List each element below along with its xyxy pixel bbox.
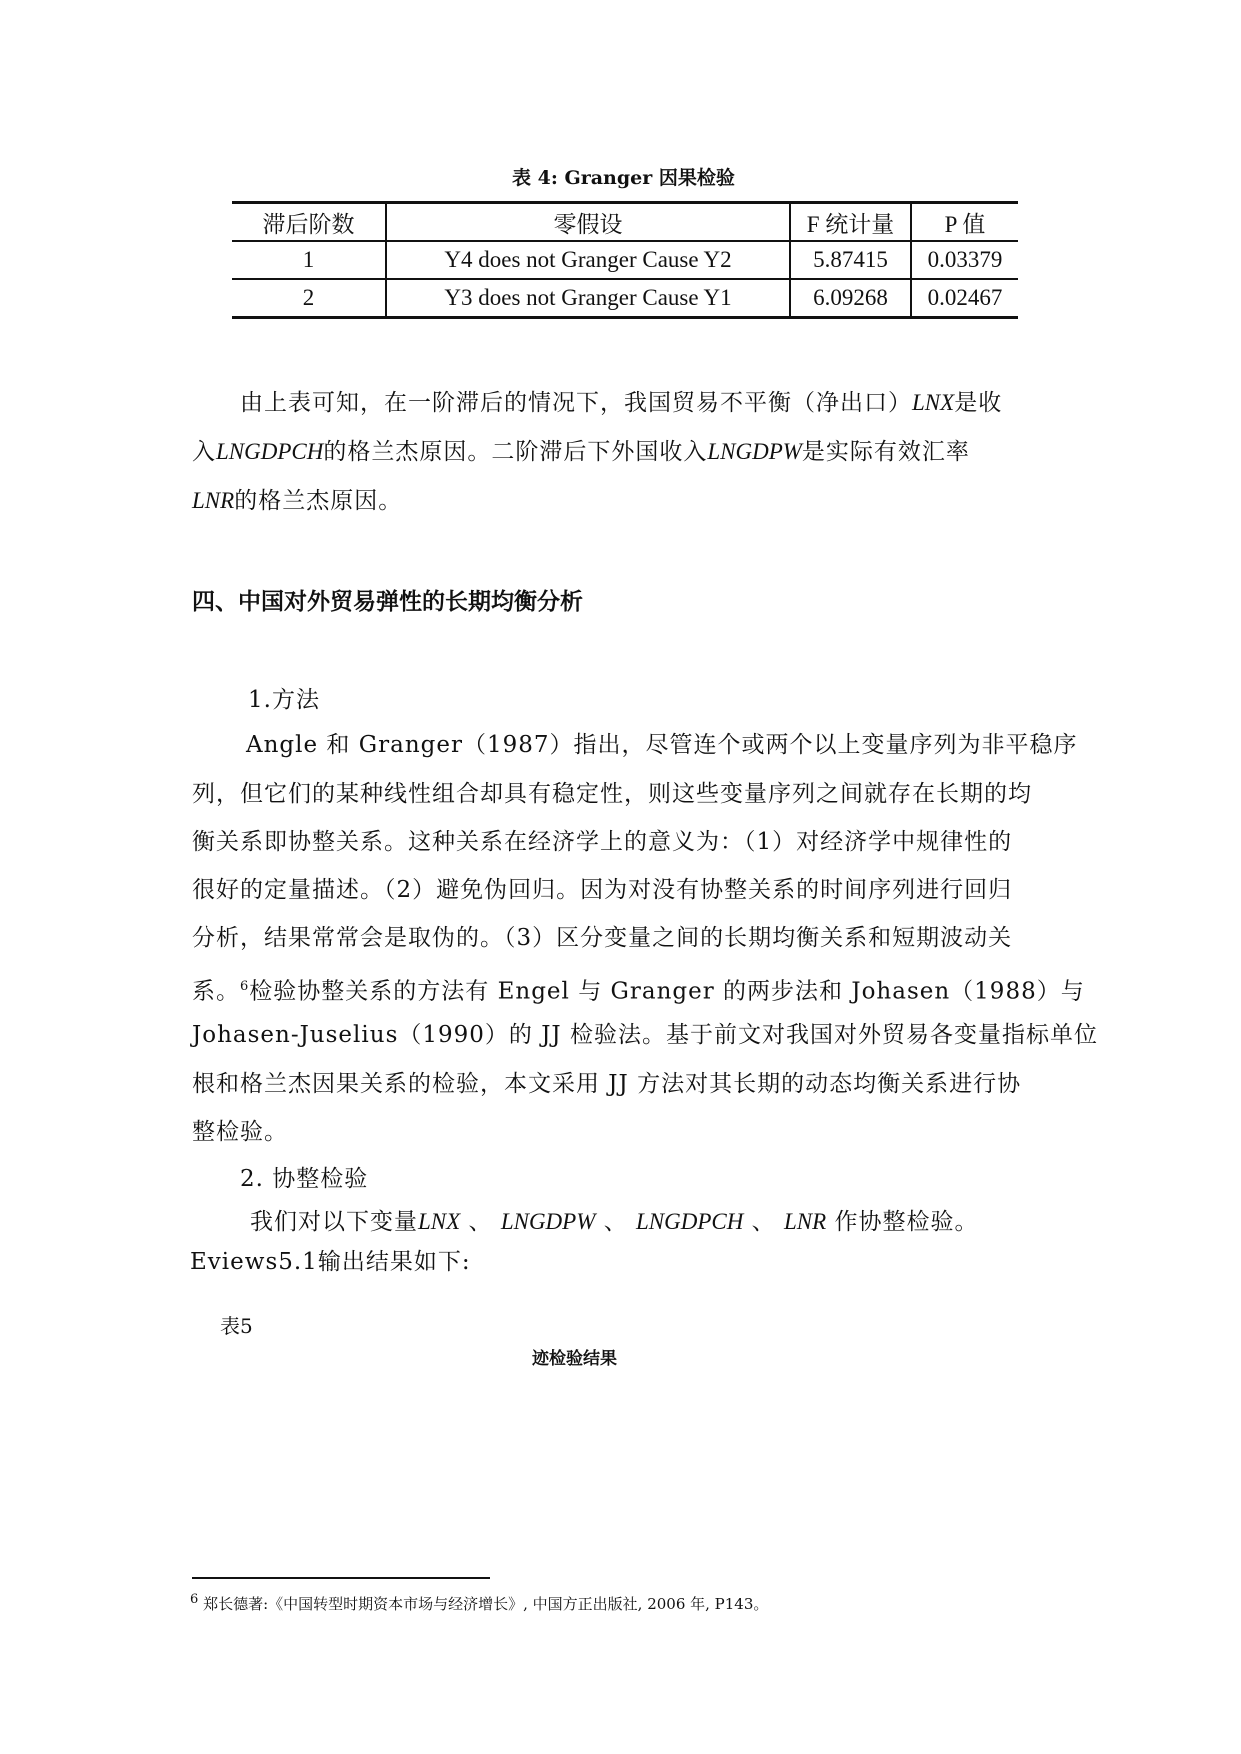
var-lngdpch: LNGDPCH <box>216 439 324 464</box>
para1-line3: LNR的格兰杰原因。 <box>192 488 403 514</box>
granger-table <box>232 201 1018 319</box>
method-line-9: 整检验。 <box>192 1119 288 1145</box>
para1-line1: 由上表可知，在一阶滞后的情况下，我国贸易不平衡（净出口）LNX是收 <box>240 390 1003 416</box>
footnote-number: 6 <box>190 1592 199 1607</box>
method-line-2: 列，但它们的某种线性组合却具有稳定性，则这些变量序列之间就存在长期的均 <box>192 781 1032 807</box>
footnote-divider <box>192 1577 490 1579</box>
method-heading: 1.方法 <box>248 687 320 713</box>
table-header-row <box>232 203 1018 242</box>
cell-hypothesis: Y4 does not Granger Cause Y2 <box>386 241 790 279</box>
header-null-hypothesis: 零假设 <box>386 203 790 242</box>
table-row <box>232 279 1018 318</box>
method-line-5: 分析，结果常常会是取伪的。（3）区分变量之间的长期均衡关系和短期波动关 <box>192 925 1013 951</box>
coint-line-1: 我们对以下变量LNX 、 LNGDPW 、 LNGDPCH 、 LNR 作协整检验。 <box>250 1209 979 1235</box>
cell-lag: 1 <box>232 241 386 279</box>
cell-f-stat: 6.09268 <box>790 279 911 318</box>
footnote <box>190 1592 768 1614</box>
coint-line-2: Eviews5.1输出结果如下: <box>190 1249 471 1275</box>
cell-hypothesis: Y3 does not Granger Cause Y1 <box>386 279 790 318</box>
cell-p-value: 0.02467 <box>911 279 1018 318</box>
cell-lag: 2 <box>232 279 386 318</box>
header-p-value: P 值 <box>911 203 1018 242</box>
var-lnx: LNX <box>912 390 955 415</box>
cell-f-stat: 5.87415 <box>790 241 911 279</box>
coint-heading: 2. 协整检验 <box>240 1166 369 1192</box>
method-line-7: Johasen-Juselius（1990）的 JJ 检验法。基于前文对我国对外贸易各变量指标单位 <box>192 1022 1098 1048</box>
method-line-4: 很好的定量描述。（2）避免伪回归。因为对没有协整关系的时间序列进行回归 <box>192 877 1013 903</box>
section-title: 四、中国对外贸易弹性的长期均衡分析 <box>192 588 583 615</box>
header-lag-order: 滞后阶数 <box>232 203 386 242</box>
header-f-statistic: F 统计量 <box>790 203 911 242</box>
method-line-1: Angle 和 Granger（1987）指出，尽管连个或两个以上变量序列为非平稳序 <box>246 732 1078 758</box>
footnote-ref[interactable]: 6 <box>240 979 250 994</box>
footnote-text: 郑长德著:《中国转型时期资本市场与经济增长》, 中国方正出版社, 2006 年, P143。 <box>203 1595 769 1613</box>
table5-label: 表5 <box>220 1314 253 1338</box>
cell-p-value: 0.03379 <box>911 241 1018 279</box>
var-lnr: LNR <box>192 488 235 513</box>
table5-caption: 迹检验结果 <box>532 1349 617 1369</box>
table-row <box>232 241 1018 279</box>
para1-line2: 入LNGDPCH的格兰杰原因。二阶滞后下外国收入LNGDPW是实际有效汇率 <box>192 439 970 465</box>
method-line-3: 衡关系即协整关系。这种关系在经济学上的意义为：（1）对经济学中规律性的 <box>192 829 1013 855</box>
table4-caption: 表 4: Granger 因果检验 <box>512 167 735 189</box>
method-line-8: 根和格兰杰因果关系的检验，本文采用 JJ 方法对其长期的动态均衡关系进行协 <box>192 1071 1022 1097</box>
var-lngdpw: LNGDPW <box>707 439 802 464</box>
method-line-6: 系。$^6$检验协整关系的方法有 Engel 与 Granger 的两步法和 Johasen（1988）与 <box>192 978 1085 1005</box>
